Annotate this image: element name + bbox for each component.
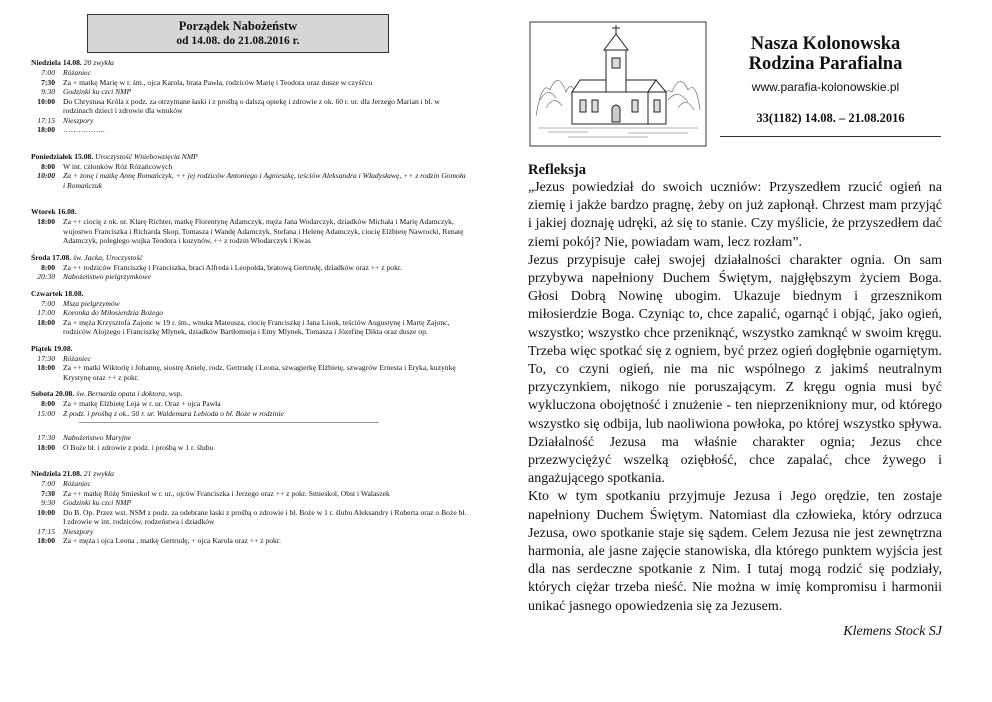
day-heading: [31, 207, 469, 217]
article-paragraph: „Jezus powiedział do swoich uczniów: Przyszedłem rzucić ogień na ziemię i jakże bardzo pragnę, żeby on już zapłonął. Chrzest mam przyjąć i jakiej doznaję udręki, aż się to stanie. Czy myślicie, że przyszedłem dać ziemi pokój? Nie, powiadam wam, lecz rozłam”.: [528, 180, 942, 250]
mass-time: 8:00: [41, 399, 55, 408]
article-paragraph: Jezus przypisuje całej swojej działalności charakter ognia. On sam przybywa napełniony Duchem Świętym, najgłębszym życiem Boga. Głosi Dobrą Nowinę ubogim. Ukazuje biednym i grzesznikom miłosierdzie Boga. Czyniąc to, chce zapalić, ogarnąć i objąć, jako ogień, wszystko; wszystko chce przeniknąć, wszystko zamknąć w swoim kręgu. Trzeba więc spotkać się z ogniem, być przez ogień dogłębnie ogarniętym. To, co czyni ogień, nie ma nic wspólnego z jakimś neutralnym przyczynkiem, nikogo nie poruszającym. Z kręgu ognia musi być wykluczona obojętność i znużenie - ten nieprzenikniony mur, od którego wszystko się odbija, lub naoliwiona powłoka, po której wszystko spływa. Działalność Jezusa ma właśnie charakter ognia; Jezus chce przezwyciężyć wszelką oziębłość, chce zapalać, chce żywego i angażującego spotkania.: [528, 252, 942, 487]
mass-intention: Za + żonę i matkę Annę Romańczyk, ++ jej rodziców Antoniego i Agnieszkę, teściów Aleksandra i Władysławę, ++ z rodzin Gomoła i Romańczuk: [63, 171, 466, 190]
day-date: Poniedziałek 15.08.: [31, 151, 94, 161]
mass-time: 18:00: [37, 442, 55, 452]
mass-time: 20:30: [37, 272, 55, 281]
mass-entry: [31, 318, 469, 337]
article-body: [528, 179, 942, 616]
schedule-dates: od 14.08. do 21.08.2016 r.: [176, 35, 300, 47]
mass-time: 10:00: [37, 507, 55, 517]
mass-intention: Różaniec: [63, 479, 91, 488]
mass-intention: ……………..: [63, 125, 105, 134]
schedule-day: [31, 207, 469, 246]
schedule-days: [31, 58, 469, 546]
mass-entry: [31, 536, 469, 546]
mass-entry: [31, 433, 469, 443]
mass-intention: O Boże bł. i zdrowie z podz. i prośbą w 1 r. ślubu: [63, 442, 214, 452]
mass-intention: Koronka do Miłosierdzia Bożego: [63, 308, 164, 317]
mass-entry: [31, 125, 469, 135]
reflection-article: [528, 161, 942, 640]
mass-entry: [31, 399, 469, 409]
mass-entry: [31, 363, 469, 382]
mass-intention: Różaniec: [63, 68, 91, 77]
mass-entry: [31, 508, 469, 527]
schedule-day: [31, 253, 469, 282]
mass-intention: Godzinki ku czci NMP: [63, 87, 132, 96]
mass-time: 8:00: [41, 262, 55, 272]
mass-intention: Za ++ matkę Różę Smieskol w r. ur., ojców Franciszka i Jerzego oraz ++ z pokr. Smieskol, Obst i Walaszek: [63, 488, 390, 498]
mass-intention: Do Chrystusa Króla z podz. za otrzymane łaski i z prośbą o dalszą opiekę i zdrowie z ok. 60 r. ur. dla Jerzego Marian i bł. w rodzinach dzieci i zdrowie dla wnuków: [63, 96, 440, 115]
mass-intention: Za + męża Krzysztofa Zajonc w 19 r. śm., wnuka Mateusza, ciocię Franciszkę i Jana Lisok, teściów Augustynę i Martę Zajonc, rodziców Alojzego i Franciszkę Mlynek, dziadków Bartłomieja i Emy Mlynek, Tomasza i Józefinę Dikta oraz dusze op.: [63, 317, 450, 336]
parish-url[interactable]: www.parafia-kolonowskie.pl: [751, 80, 900, 94]
day-heading: [31, 469, 469, 479]
schedule-day: [31, 58, 469, 135]
mass-entry: [31, 498, 469, 508]
schedule-day: [31, 344, 469, 383]
mass-entry: [31, 171, 469, 190]
day-date: Wtorek 16.08.: [31, 207, 77, 216]
mass-intention: Nieszpory: [63, 526, 94, 536]
mass-time: 17:00: [37, 308, 55, 317]
mass-intention: W int. członków Róż Różańcowych: [63, 161, 173, 171]
mass-intention: Za + matkę Marię w r. śm., ojca Karola, brata Pawła, rodziców Marię i Teodora oraz dusze w czyśćcu: [63, 77, 373, 87]
day-note: 21 zwykła: [83, 469, 114, 478]
day-heading: [31, 289, 469, 299]
mass-time: 17:15: [37, 526, 55, 536]
schedule-day: [31, 289, 469, 337]
day-heading: [31, 344, 469, 354]
schedule-day: [31, 469, 469, 546]
mass-intention: Za ++ rodziców Franciszkę i Franciszka, braci Alfreda i Leopolda, bratową Gertrudę, dziadków oraz ++ z pokr.: [63, 262, 402, 272]
mass-entry: [31, 489, 469, 499]
mass-time: 8:00: [41, 161, 55, 171]
mass-time: 17:15: [37, 115, 55, 125]
mass-intention: Za ++ ciocię z ok. ur. Klarę Richter, matkę Florentynę Adamczyk, męża Jana Wodarczyk, dziadków Michała i Marię Adamczyk, wujostwo Franciszka i Richarda Skop, Tomasza i Wandę Adamczyk, Stefana i Helenę Adamczyk, ciocię Elżbietę Nawrocki, Renatę Adamczyk, poległego wujka Teodora i kuzynów, ++ z rodzin Włodarczyk i Kwas: [63, 217, 464, 245]
divider: [79, 422, 379, 423]
mass-entry: [31, 299, 469, 309]
mass-entry: [31, 479, 469, 489]
schedule-title: Porządek Nabożeństw: [178, 19, 298, 33]
mass-time: 18:00: [37, 536, 55, 545]
church-drawing-icon: [528, 20, 708, 148]
day-note: Uroczystość Wniebowzięcia NMP: [95, 151, 198, 161]
mass-time: 7:00: [41, 298, 55, 308]
mass-time: 9:30: [41, 498, 55, 507]
mass-intention: Za ++ matki Wiktorię i Johannę, siostrę Anielę, rodz. Gertrudę i Leona, szwagierkę Elżbietę, szwagrów Ernesta i Eryka, kuzynkę Krystynę oraz ++ z pokr.: [63, 363, 456, 382]
mass-time: 7:30: [41, 77, 55, 87]
mass-entry: [31, 263, 469, 273]
mass-entry: [31, 116, 469, 126]
day-date: Środa 17.08.: [31, 252, 72, 262]
mass-entry: [31, 354, 469, 364]
masthead-text: [708, 20, 943, 137]
mass-entry: [31, 87, 469, 97]
mass-intention: Nabożeństwo pielgrzymkowe: [63, 272, 151, 281]
mass-time: 17:30: [37, 353, 55, 363]
day-note: św. Bernarda opata i doktora, wsp.: [76, 389, 183, 398]
mass-intention: Do B. Op. Przez wst. NSM z podz. za odebrane łaski z prośbą o zdrowie i bł. Boże w 1 r. ślubu Aleksandry i Roberta oraz o Boże bł. I zdrowie w int. rodziców, rodzeństwa i dziadków: [63, 507, 467, 526]
mass-time: 18:00: [37, 125, 55, 134]
mass-intention: Z podz. i prośbą z ok.. 50 r. ur. Waldemara Lebioda o bł. Boże w rodzinie: [63, 408, 284, 418]
day-note: 20 zwykła: [83, 58, 114, 67]
mass-time: 10:00: [37, 171, 55, 180]
day-date: Piątek 19.08.: [31, 343, 73, 353]
mass-time: 7:00: [41, 479, 55, 488]
day-heading: [31, 389, 469, 399]
schedule-column: [31, 14, 469, 546]
day-date: Niedziela 14.08.: [31, 58, 82, 67]
mass-entry: [31, 78, 469, 88]
mass-intention: Nieszpory: [63, 115, 94, 125]
schedule-day: [31, 389, 469, 452]
mass-entry: [31, 217, 469, 246]
mass-time: 18:00: [37, 217, 55, 226]
day-date: Sobota 20.08.: [31, 389, 75, 398]
schedule-header: [87, 14, 389, 53]
mass-time: 15:00: [37, 408, 55, 418]
mass-intention: Za + męża i ojca Leona , matkę Gertrudę, + ojca Karola oraz ++ z pokr.: [63, 536, 281, 545]
day-heading: [31, 253, 469, 263]
mass-intention: Godzinki ku czci NMP: [63, 498, 132, 507]
mass-time: 18:00: [37, 317, 55, 327]
mass-intention: Za + matkę Elżbietę Leja w r. ur. Oraz + ojca Pawła: [63, 399, 221, 408]
article-author: Klemens Stock SJ: [843, 623, 942, 639]
mass-time: 9:30: [41, 87, 55, 96]
mass-time: 7:00: [41, 68, 55, 77]
mass-entry: [31, 527, 469, 537]
mass-entry: [31, 443, 469, 453]
mass-intention: Msza pielgrzymów: [63, 298, 120, 308]
mass-entry: [31, 162, 469, 172]
mass-entry: [31, 97, 469, 116]
bulletin-title-line2: Rodzina Parafialna: [748, 54, 903, 74]
mass-intention: Nabożeństwo Maryjne: [63, 433, 132, 442]
day-heading: [31, 152, 469, 162]
mass-time: 17:30: [37, 433, 55, 442]
mass-entry: [31, 68, 469, 78]
mass-entry: [31, 308, 469, 318]
mass-time: 7:30: [41, 488, 55, 498]
mass-time: 18:00: [37, 363, 55, 372]
day-date: Niedziela 21.08.: [31, 469, 82, 478]
day-heading: [31, 58, 469, 68]
bulletin-column: [528, 20, 943, 640]
day-note: św. Jacka, Uroczystość: [73, 252, 143, 262]
day-date: Czwartek 18.08.: [31, 288, 84, 298]
bulletin-title-line1: Nasza Kolonowska: [750, 34, 901, 54]
schedule-day: [31, 152, 469, 191]
mass-entry: [31, 272, 469, 282]
mass-time: 10:00: [37, 96, 55, 106]
article-title: Refleksja: [528, 162, 586, 178]
mass-entry: [31, 409, 469, 419]
article-paragraph: Kto w tym spotkaniu przyjmuje Jezusa i Jego orędzie, ten zostaje napełniony Duchem Świętym. Natomiast dla człowieka, który odrzuca Jezusa, owo spotkanie staje się sądem. Celem Jezusa nie jest zewnętrzna harmonia, ale jasne zajęcie stanowiska, dla którego punktem wyjścia jest dla nas serdeczne spotkanie z Nim. I tutaj mogą rodzić się podziały, których ciężar trzeba nieść. Nie można w imię kompromisu i harmonii unikać jasnego opowiedzenia się za Jezusem.: [528, 489, 942, 614]
masthead: [528, 20, 943, 148]
mass-intention: Różaniec: [63, 353, 91, 363]
issue-number: 33(1182) 14.08. – 21.08.2016: [720, 111, 941, 137]
